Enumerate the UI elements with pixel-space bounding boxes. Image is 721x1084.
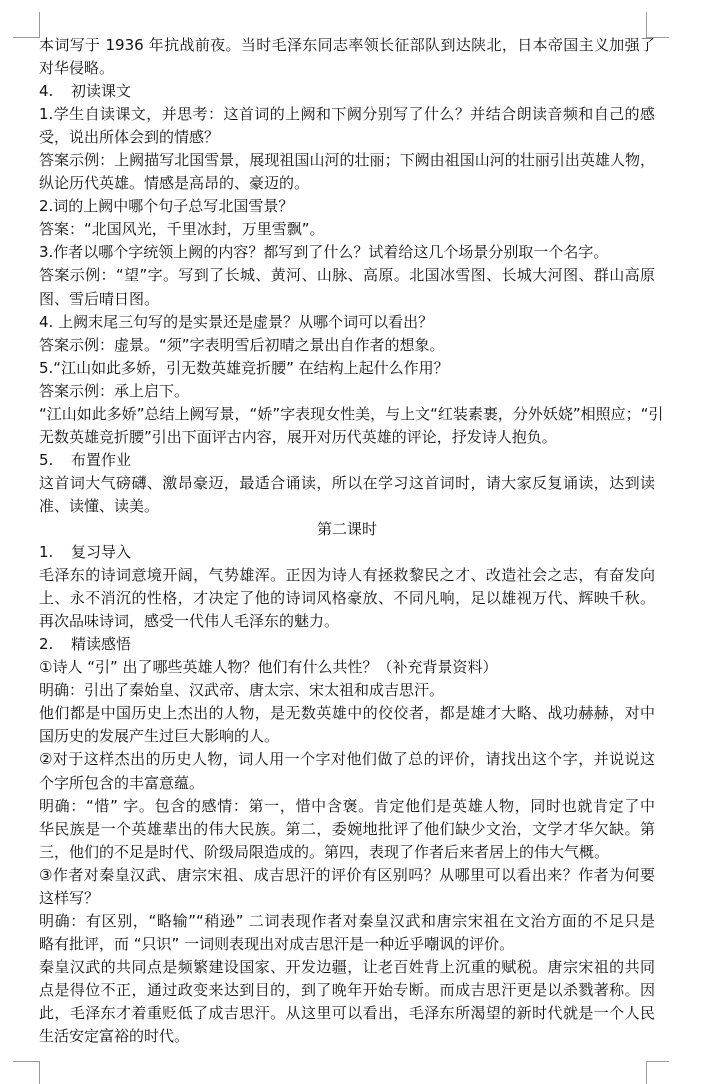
text-line: 再次品味诗词，感受一代伟人毛泽东的魅力。 — [39, 612, 340, 631]
text-line: 图、雪后晴日图。 — [39, 289, 160, 308]
text-line: 答案示例：承上启下。 — [39, 381, 190, 400]
text-line: 纵论历代英雄。情感是高昂的、豪迈的。 — [39, 174, 310, 193]
paragraph — [39, 311, 655, 334]
paragraph — [39, 195, 655, 218]
paragraph — [39, 103, 655, 149]
text-line: 生活安定富裕的时代。 — [39, 1027, 190, 1046]
section-heading — [39, 541, 655, 564]
text-line: 答案：“北国风光，千里冰封，万里雪飘”。 — [39, 220, 325, 239]
text-line: 上、永不消沉的性格，才决定了他的诗词风格豪放、不同凡响，足以雄视万代、辉映千秋。 — [39, 589, 655, 608]
text-line: 点是得位不正，通过政变来达到目的，到了晚年开始专断。而成吉思汗更是以杀戮著称。因 — [39, 980, 655, 999]
text-line: ③作者对秦皇汉武、唐宗宋祖、成吉思汗的评价有区别吗？从哪里可以看出来？作者为何要 — [39, 865, 655, 884]
paragraph — [39, 264, 655, 310]
text-line: 5.“江山如此多娇，引无数英雄竞折腰” 在结构上起什么作用？ — [39, 358, 449, 377]
paragraph — [39, 357, 655, 380]
page-corner-mark-bottom-left — [13, 1061, 40, 1084]
lesson-title-text: 第二课时 — [316, 519, 377, 538]
paragraph — [39, 679, 655, 702]
text-line: 华民族是一个英雄辈出的伟大民族。第二，委婉地批评了他们缺少文治，文学才华欠缺。第 — [39, 819, 655, 838]
text-line: 本词写于 1936 年抗战前夜。当时毛泽东同志率领长征部队到达陕北，日本帝国主义加强了 — [39, 36, 655, 54]
paragraph — [39, 910, 655, 956]
heading-line — [39, 449, 655, 472]
paragraph — [39, 656, 655, 679]
section-heading — [39, 633, 655, 656]
page-corner-mark-bottom-right — [646, 1061, 669, 1084]
paragraph — [39, 241, 655, 264]
paragraph — [39, 702, 655, 748]
text-line: “江山如此多娇”总结上阙写景，“娇”字表现女性美，与上文“红装素裹，分外妖娆”相照应；“引 — [39, 404, 664, 423]
text-line: 2.词的上阙中哪个句子总写北国雪景？ — [39, 197, 294, 216]
text-line: 3.作者以哪个字统领上阙的内容？都写到了什么？试着给这几个场景分别取一个名字。 — [39, 243, 609, 262]
text-line: 他们都是中国历史上杰出的人物，是无数英雄中的佼佼者，都是雄才大略、战功赫赫，对中 — [39, 704, 655, 723]
heading-number: 2. — [39, 635, 54, 654]
paragraph — [39, 564, 655, 633]
heading-number: 1. — [39, 543, 54, 562]
heading-number: 5. — [39, 450, 54, 469]
paragraph — [39, 218, 655, 241]
text-line: 1.学生自读课文，并思考：这首词的上阙和下阙分别写了什么？并结合朗读音频和自己的感 — [39, 105, 655, 124]
paragraph — [39, 472, 655, 518]
text-line: ①诗人 “引” 出了哪些英雄人物？他们有什么共性？（补充背景资料） — [39, 658, 498, 677]
text-line: 明确：“惜” 字。包含的感情：第一，惜中含褒。肯定他们是英雄人物，同时也就肯定了中 — [39, 796, 655, 815]
section-heading — [39, 449, 655, 472]
paragraph — [39, 34, 655, 80]
text-line: 此，毛泽东才着重贬低了成吉思汗。从这里可以看出，毛泽东所渴望的新时代就是一个人民 — [39, 1003, 655, 1022]
document-body — [39, 34, 664, 1048]
heading-line — [39, 80, 655, 103]
text-line: 毛泽东的诗词意境开阔，气势雄浑。正因为诗人有拯救黎民之才、改造社会之志，有奋发向 — [39, 566, 655, 585]
text-line: 准、读懂、读美。 — [39, 496, 160, 515]
text-line: 答案示例：“望”字。写到了长城、黄河、山脉、高原。北国冰雪图、长城大河图、群山高原 — [39, 266, 655, 285]
section-heading — [39, 80, 655, 103]
heading-number: 4. — [39, 82, 54, 101]
paragraph — [39, 380, 655, 403]
page-corner-mark-top-left — [13, 12, 40, 38]
paragraph — [39, 149, 655, 195]
text-line: 秦皇汉武的共同点是频繁建设国家、开发边疆，让老百姓背上沉重的赋税。唐宗宋祖的共同 — [39, 957, 655, 976]
text-line: 4. 上阙末尾三句写的是实景还是虚景？从哪个词可以看出？ — [39, 312, 434, 331]
text-line: 答案示例：虚景。“须”字表明雪后初晴之景出自作者的想象。 — [39, 335, 445, 354]
paragraph — [39, 864, 655, 910]
paragraph — [39, 334, 655, 357]
text-line: 这首词大气磅礴、激昂豪迈，最适合诵读，所以在学习这首词时，请大家反复诵读，达到读 — [39, 473, 655, 492]
text-line: ②对于这样杰出的历史人物，词人用一个字对他们做了总的评价，请找出这个字，并说说这 — [39, 750, 655, 769]
text-line: 明确：有区别，“略输”“稍逊” 二词表现作者对秦皇汉武和唐宗宋祖在文治方面的不足只是 — [39, 911, 655, 930]
paragraph — [39, 795, 655, 864]
lesson-title — [39, 518, 655, 541]
paragraph — [39, 956, 655, 1048]
heading-title: 精读感悟 — [71, 635, 132, 654]
text-line: 个字所包含的丰富意蕴。 — [39, 773, 205, 792]
paragraph — [39, 748, 655, 794]
heading-line — [39, 633, 655, 656]
text-line: 受，说出所体会到的情感？ — [39, 128, 220, 147]
paragraph — [39, 403, 664, 449]
text-line: 对华侵略。 — [39, 59, 115, 78]
heading-title: 复习导入 — [71, 543, 132, 562]
heading-title: 布置作业 — [71, 450, 132, 469]
text-line: 无数英雄竞折腰”引出下面评古内容，展开对历代英雄的评论，抒发诗人抱负。 — [39, 427, 557, 446]
text-line: 略有批评，而 “只识” 一词则表现出对成吉思汗是一种近乎嘲讽的评价。 — [39, 934, 515, 953]
text-line: 三，他们的不足是时代、阶级局限造成的。第四，表现了作者后来者居上的伟大气概。 — [39, 842, 610, 861]
heading-title: 初读课文 — [71, 82, 132, 101]
text-line: 明确：引出了秦始皇、汉武帝、唐太宗、宋太祖和成吉思汗。 — [39, 681, 445, 700]
text-line: 答案示例：上阙描写北国雪景，展现祖国山河的壮丽；下阙由祖国山河的壮丽引出英雄人物， — [39, 151, 655, 170]
text-line: 这样写？ — [39, 888, 100, 907]
text-line: 国历史的发展产生过巨大影响的人。 — [39, 727, 280, 746]
heading-line — [39, 541, 655, 564]
